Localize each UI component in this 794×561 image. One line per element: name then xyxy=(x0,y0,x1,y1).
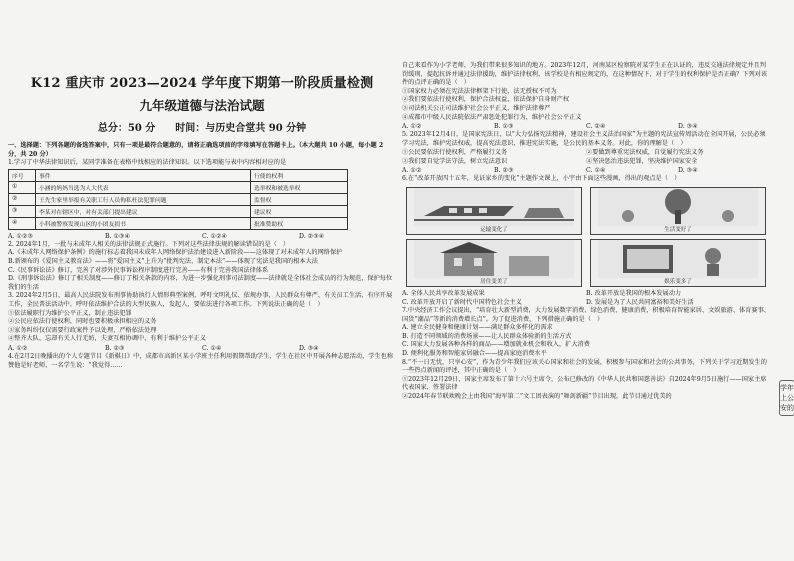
option-a: A. ①② xyxy=(402,167,422,175)
q3-item: ③家务纠纷仅仅需要行政案件予以处理，严格依法处理 xyxy=(8,326,157,334)
table-row xyxy=(9,217,348,229)
option-b: B. 改革开放是我国的根本发展动力 xyxy=(586,289,682,297)
q6-options-row1 xyxy=(400,289,772,298)
table-cell: 小科被警察发现山区的小团友捐书 xyxy=(36,217,251,229)
q8-item: ②2024年春节联欢晚会上由我国“海军第二”文工团表演的“舞剑新疆”节目出现，此节目通过优美的 xyxy=(402,392,672,400)
tree-illustration xyxy=(591,188,765,226)
table-header-row xyxy=(9,169,348,181)
q4-item: ③司法机关公正司法维护社会公平正义，维护法律尊严 xyxy=(402,104,551,112)
q4-item: ④成都市中级人民法院依法严肃惩处犯罪行为，维护社会公平正义 xyxy=(402,113,582,121)
q4-item: ①国家权力必须在宪法法律框架下行使，法无授权不可为 xyxy=(402,87,557,95)
q3-options xyxy=(6,344,398,353)
q3-item: ④整齐大队、忘却有关人行无妨，夫妻互相协调中，有利于维护公平正义 xyxy=(8,335,206,343)
q6-cartoon-grid xyxy=(406,187,766,287)
margin-seal-text: 学年上公安的 xyxy=(779,380,794,416)
q8-stem: 8.“不一日无忧，只享心安”，作为青少年我们应该关心国家和社会的发展，积极参与国家和社会的公共事务，下列关于学习近期发生的一些热点新闻的评述，其中正确的是（ ） xyxy=(402,358,767,375)
option-b: B. ②③ xyxy=(494,167,514,175)
q4-continued: 自己来看作为小学老师，为我们带来很多知识的地方。2023年12月，河南某区检察院对某学生正在认证的，违反交通法律规定并且判罚缓刑，提起抗诉并通过法律援助，维护法律权利，该学校是有相应规定的，在这种情况下，对于学生的权利保护是否正确？下列对该件的点评正确的是（ ） xyxy=(402,62,768,87)
house-illustration xyxy=(407,240,581,278)
table-cell: 选举权和被选举权 xyxy=(251,181,348,193)
q2-option-b: B.新颁布的《爱国主义教育法》——将“爱国主义”上升为“批判宪法、制定本法”——体现了宪法是我国的根本大法 xyxy=(8,257,318,265)
table-cell: 建议权 xyxy=(251,205,348,217)
left-column xyxy=(6,0,398,561)
table-header-cell: 事件 xyxy=(36,169,251,181)
q2-option-c: C.《民事诉讼法》修订，完善了对涉外民事诉讼程序制度进行完善——有利于完善我国法律体系 xyxy=(8,266,269,274)
option-b: B. ②③ xyxy=(105,344,125,352)
q5-item: ②要做到尊重宪法权威，自觉履行宪法义务 xyxy=(586,149,704,157)
option-a: A. 全体人民共享改革发展成果 xyxy=(402,289,485,297)
exam-meta: 总分：50 分 时间：与历史合堂共 90 分钟 xyxy=(97,123,307,134)
cartoon-housing xyxy=(406,239,582,287)
option-d: D. 发展是为了人民共同富裕和美好生活 xyxy=(586,298,694,306)
q4-item: ②我们要依法行使权利，保护合法权益，依法保护自身财产权 xyxy=(402,96,570,104)
q6-stem: 6.在“改革开放四十五年，见证家乡的变化”主题作文课上，小宇由下面这些漫画，得出的观点是（ ） xyxy=(402,175,681,183)
cartoon-caption: 居住变美了 xyxy=(480,278,508,285)
table-cell: 监督权 xyxy=(251,193,348,205)
option-c: C. ②④ xyxy=(586,123,606,131)
train-illustration xyxy=(407,188,581,226)
q5-item: ④坚决惩治违法犯罪，坚决维护国家安全 xyxy=(586,158,698,166)
q3-item: ②公民应依法行使权利，同时也要积极承担相应的义务 xyxy=(8,318,157,326)
option-d: D. ③④ xyxy=(678,167,698,175)
table-header-cell: 行使的权利 xyxy=(251,169,348,181)
exam-subtitle: 九年级道德与法治试题 xyxy=(139,98,265,113)
q5-options xyxy=(400,166,772,175)
q4-stem: 4.在2月2日晚播出的个人专题节目《新棋日》中，成都市高新区某小学班主任利用假期帮助学生，学生在社区中开展各种志愿活动，学生也称赞他是好老师，一名学生说：“我觉得…… xyxy=(8,352,394,369)
q4-options xyxy=(400,122,772,131)
table-row xyxy=(9,181,348,193)
right-column xyxy=(400,0,772,561)
option-c: C. 改革开放开启了新时代中国特色社会主义 xyxy=(402,298,522,306)
table-cell: ② xyxy=(9,193,36,205)
q7-option-c: C. 国家大力发展各种各样的商品——增加就业机会和收入，扩大消费 xyxy=(402,341,590,349)
table-row xyxy=(9,205,348,217)
q8-item: ①2023年12月29日，国家主席发布了第十六号主席令，公布已修改的《中华人民共和国慈善法》自2024年9月5日施行——国家主席代表国家，签署法律 xyxy=(402,375,767,392)
option-d: D. ②③④ xyxy=(299,232,325,240)
q1-stem: 1.学习了中华法律知识后，某同学准备在表格中找相应的法律知识。以下选项能与表中内容相对应的是 xyxy=(8,159,287,167)
cartoon-caption: 运输变化了 xyxy=(480,226,508,233)
binding-margin xyxy=(776,0,794,561)
option-c: C. ①④ xyxy=(202,344,222,352)
q3-item: ①依法履职行为维护公平正义，制止违法犯罪 xyxy=(8,309,132,317)
q7-stem: 7.中央经济工作会议提出，“培育壮大新型消费，大力发展数字消费、绿色消费、健康消费，积极培育智能家居、文娱旅游、体育赛事、国货“潮品”等新的消费增长点”。为了促进消费，下列措施正确的是（ ） xyxy=(402,306,770,323)
q2-stem: 2. 2024年1月，一批与未成年人相关的法律法规正式施行。下列对这些法律法规的解读错误的是（ ） xyxy=(8,240,290,248)
option-b: B. ①③④ xyxy=(105,232,131,240)
table-cell: 李某对在辖区中，对有关部门提出建议 xyxy=(36,205,251,217)
option-c: C. ①②④ xyxy=(202,232,228,240)
tv-illustration xyxy=(591,240,765,278)
cartoon-entertainment xyxy=(590,239,766,287)
option-d: D. ③④ xyxy=(299,344,319,352)
table-cell: ④ xyxy=(9,217,36,229)
option-a: A. ①② xyxy=(8,344,28,352)
q7-option-d: D. 便利化服务和智能家居融合——提高家庭消费水平 xyxy=(402,349,547,357)
option-a: A. ①② xyxy=(402,123,422,131)
q3-stem: 3. 2024年2月5日，最高人民法院发布刑事协助执行人情形典型案例，呼吁文明礼仪、依规办事，人民群众有尊严、有关员工生活、有序开展工作，全民普法活动中，呼吁依法维护合法的大型民族人，发起人，要依法进行各项工作。下列说法正确的是（ ） xyxy=(8,292,393,308)
table-header-cell: 序号 xyxy=(9,169,36,181)
option-b: B. ①③ xyxy=(494,123,514,131)
table-cell: 王先生家里举报有关职工行人员徇私枉法犯罪问题 xyxy=(36,193,251,205)
q5-item: ①公民要依法行使权利，严格履行义务 xyxy=(402,149,508,157)
table-cell: 小涵的妈妈当选为人大代表 xyxy=(36,181,251,193)
cartoon-transport xyxy=(406,187,582,235)
option-d: D. ③④ xyxy=(678,123,698,131)
q7-option-b: B. 打造不同领域的消费场景——让人民群众体验新的生活方式 xyxy=(402,332,572,340)
q1-options xyxy=(6,232,398,241)
q5-item: ③我们要自觉学法守法，树立宪法意识 xyxy=(402,158,508,166)
option-a: A. ①②③ xyxy=(8,232,34,240)
table-row xyxy=(9,193,348,205)
option-c: C. ①④ xyxy=(586,167,606,175)
table-cell: ① xyxy=(9,181,36,193)
cartoon-caption: 生活变好了 xyxy=(664,226,692,233)
q7-option-a: A. 建立全民健身和健康计划——满足群众多样化的需求 xyxy=(402,324,553,332)
q2-option-d: D.《刑事诉讼法》修订了相关制度——修订了相关条款的内容，为进一步强化刑事司法制度——法律就是全体社会成员的行为规范，保护每位我们的生活 xyxy=(8,275,393,291)
section-heading: 一、选择题：下列各题的备选答案中，只有一项是最符合题意的，请将正确选项前的字母填写在答题卡上。（本大题共 10 小题，每小题 2 分，共 20 分） xyxy=(8,142,384,158)
q5-items-row1 xyxy=(400,148,772,157)
exam-title: K12 重庆市 2023—2024 学年度下期第一阶段质量检测 xyxy=(30,76,374,91)
table-cell: 批准赞助权 xyxy=(251,217,348,229)
table-cell: ③ xyxy=(9,205,36,217)
q2-option-a: A.《未成年人网络保护条例》的施行标志着我国未成年人网络保护法治建设进入新阶段——这体现了对未成年人的网络保护 xyxy=(8,249,343,257)
cartoon-caption: 娱乐变多了 xyxy=(664,278,692,285)
q6-options-row2 xyxy=(400,298,772,307)
cartoon-life xyxy=(590,187,766,235)
q5-items-row2 xyxy=(400,157,772,166)
q5-stem: 5. 2023年12月4日，是国家宪法日，以“大力弘扬宪法精神，建设社会主义法治国家”为主题的宪法宣传周活动在全国开展，公民必须学习宪法，维护宪法权威，提高宪法意识，推进宪法实施，是公民的基本义务。对此，你的理解是（ ） xyxy=(402,131,766,147)
q1-table xyxy=(8,169,348,230)
